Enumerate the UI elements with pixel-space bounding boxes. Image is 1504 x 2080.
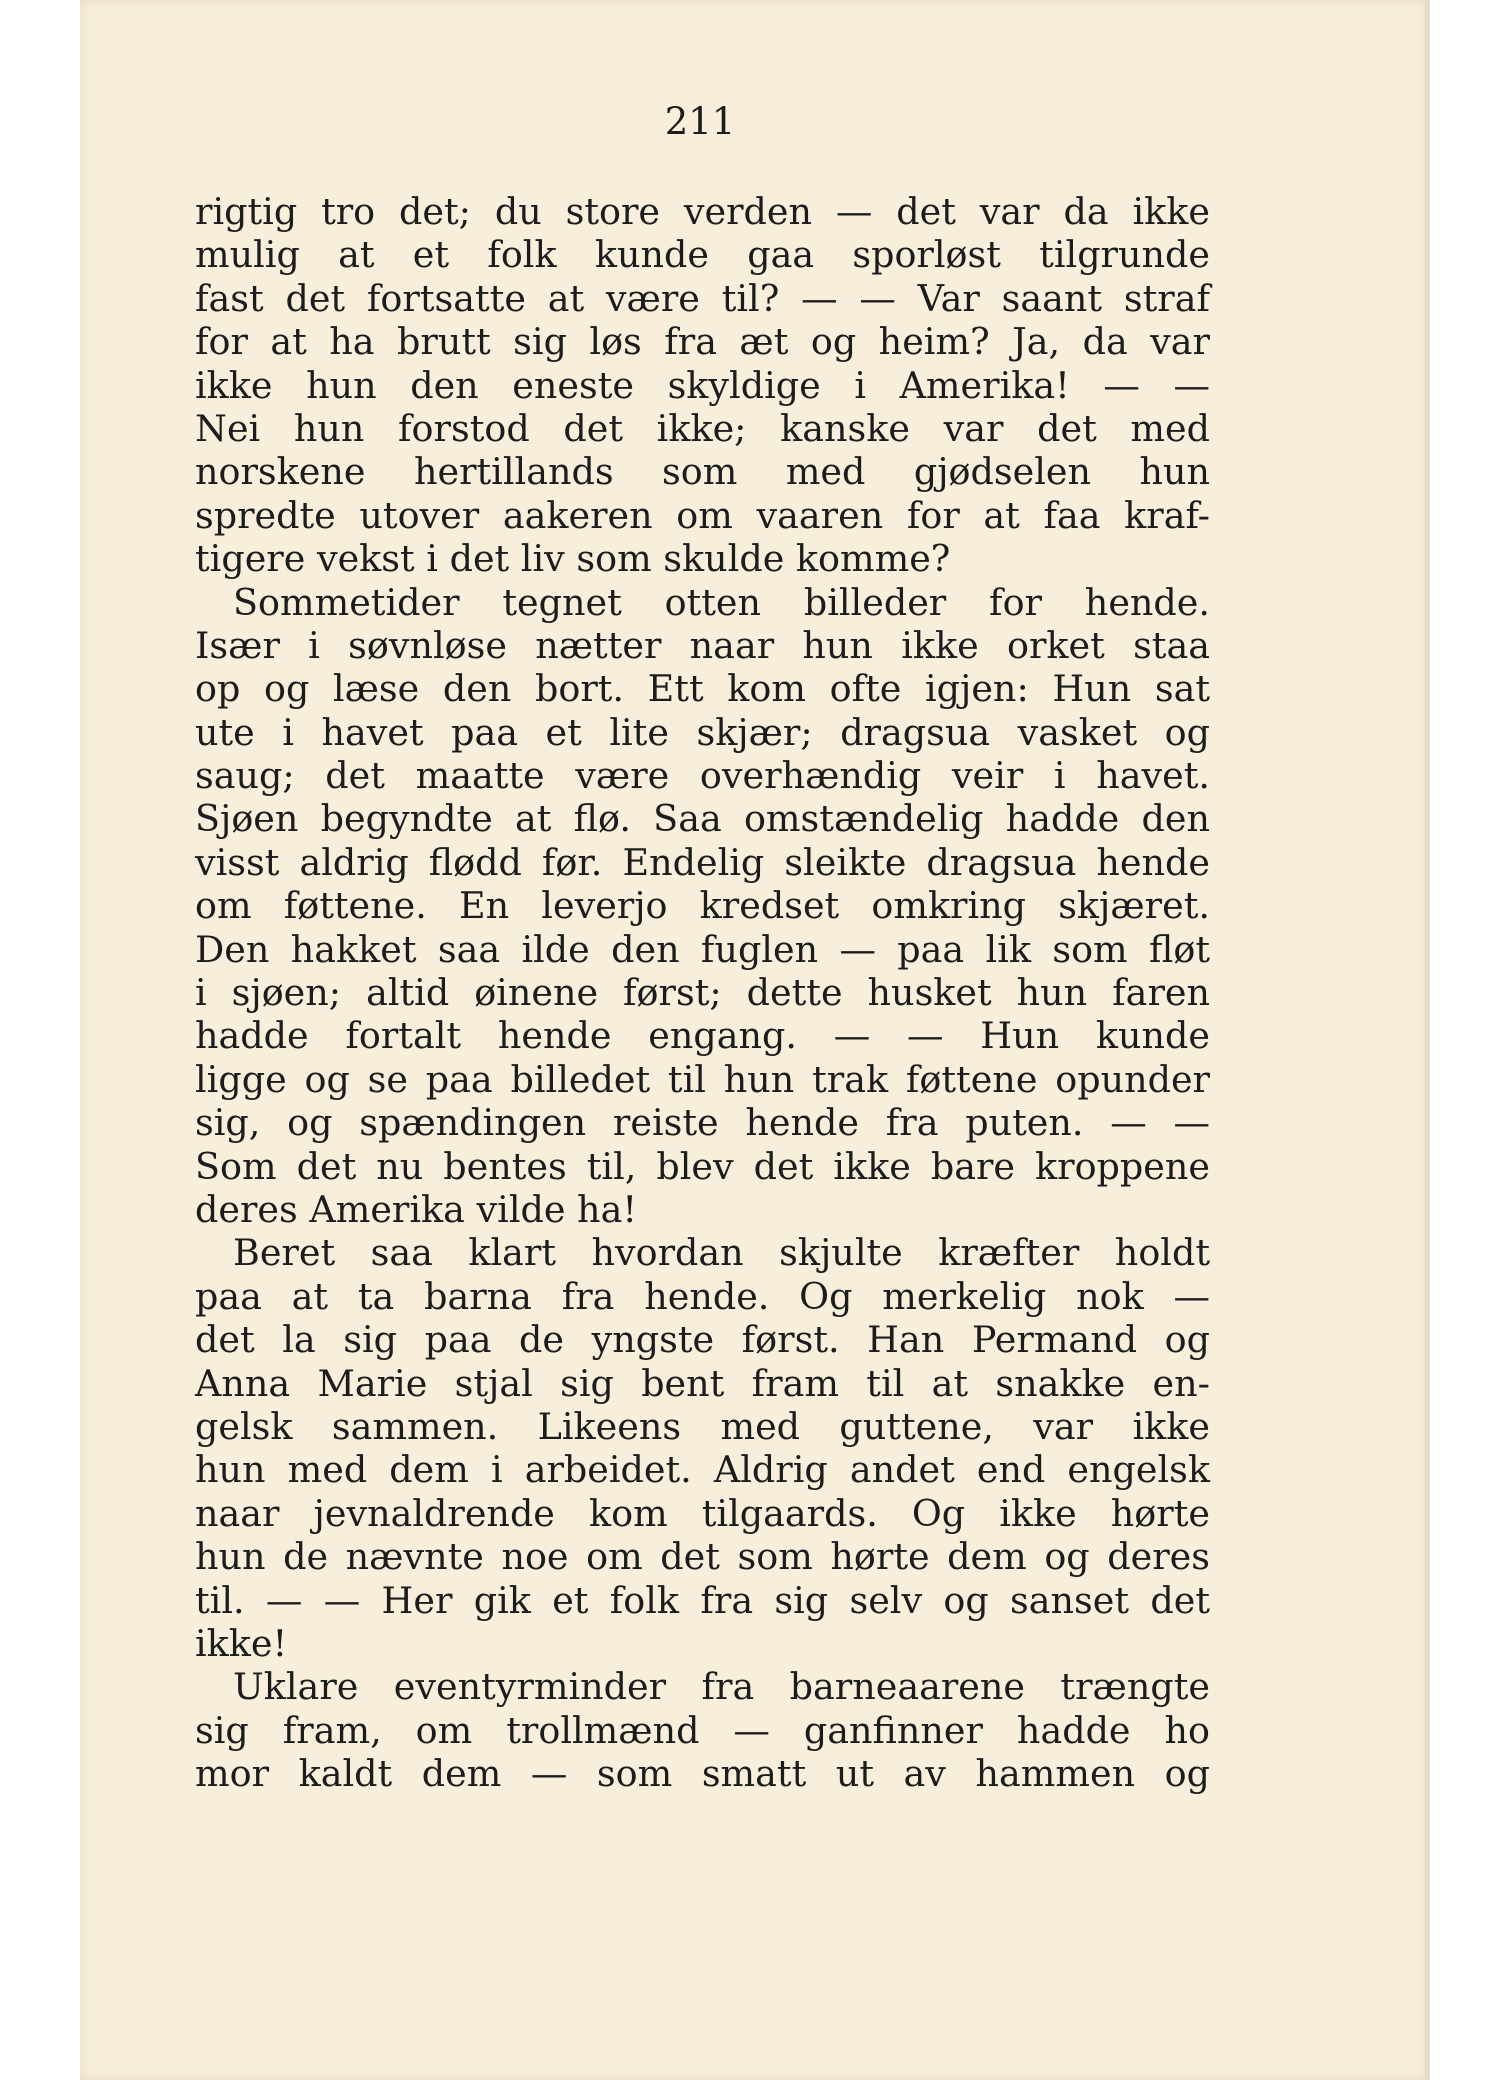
text-line: ikke! <box>195 1621 288 1665</box>
text-line: mor kaldt dem — som smatt ut av hammen og <box>195 1752 1210 1796</box>
text-line: saug; det maatte være overhændig veir i havet. <box>195 754 1210 798</box>
text-line: til. — — Her gik et folk fra sig selv og sanset det <box>195 1578 1210 1622</box>
text-line: ute i havet paa et lite skjær; dragsua vasket og <box>195 710 1210 754</box>
text-line: tigere vekst i det liv som skulde komme? <box>195 537 951 581</box>
text-line: mulig at et folk kunde gaa sporløst tilgrunde <box>195 233 1210 277</box>
text-line: ikke hun den eneste skyldige i Amerika! — — <box>195 363 1210 407</box>
paragraph-start: Uklare eventyrminder fra barneaarene trængte <box>233 1665 1210 1709</box>
text-line: det la sig paa de yngste først. Han Permand og <box>195 1318 1210 1362</box>
text-line: op og læse den bort. Ett kom ofte igjen: Hun sat <box>195 667 1210 711</box>
text-line: visst aldrig flødd før. Endelig sleikte dragsua hende <box>195 840 1210 884</box>
text-line: rigtig tro det; du store verden — det var da ikke <box>195 190 1210 233</box>
text-line: deres Amerika vilde ha! <box>195 1187 637 1231</box>
text-line: Især i søvnløse nætter naar hun ikke orket staa <box>195 623 1210 667</box>
text-line: Nei hun forstod det ikke; kanske var det med <box>195 406 1210 450</box>
text-line: Som det nu bentes til, blev det ikke bare kroppene <box>195 1144 1210 1188</box>
text-line: hadde fortalt hende engang. — — Hun kunde <box>195 1014 1210 1058</box>
text-line: gelsk sammen. Likeens med guttene, var ikke <box>195 1404 1210 1448</box>
text-line: ligge og se paa billedet til hun trak føttene opunder <box>195 1057 1210 1101</box>
text-line: Den hakket saa ilde den fuglen — paa lik som fløt <box>195 927 1210 971</box>
text-line: norskene hertillands som med gjødselen hun <box>195 450 1210 494</box>
body-text <box>195 190 1210 1795</box>
text-line: paa at ta barna fra hende. Og merkelig nok — <box>195 1274 1210 1318</box>
text-line: for at ha brutt sig løs fra æt og heim? Ja, da var <box>195 320 1210 364</box>
text-line: Sjøen begyndte at flø. Saa omstændelig hadde den <box>195 797 1210 841</box>
text-line: spredte utover aakeren om vaaren for at faa kraf- <box>195 493 1210 537</box>
text-line: fast det fortsatte at være til? — — Var saant straf <box>195 276 1210 320</box>
text-line: om føttene. En leverjo kredset omkring skjæret. <box>195 884 1210 928</box>
text-line: hun med dem i arbeidet. Aldrig andet end engelsk <box>195 1448 1210 1492</box>
paragraph-start: Sommetider tegnet otten billeder for hende. <box>233 580 1210 624</box>
text-line: i sjøen; altid øinene først; dette husket hun faren <box>195 971 1210 1015</box>
text-line: naar jevnaldrende kom tilgaards. Og ikke hørte <box>195 1491 1210 1535</box>
text-line: Anna Marie stjal sig bent fram til at snakke en- <box>195 1361 1210 1405</box>
text-line: hun de nævnte noe om det som hørte dem og deres <box>195 1535 1210 1579</box>
text-line: sig fram, om trollmænd — ganfinner hadde ho <box>195 1708 1210 1752</box>
paragraph-start: Beret saa klart hvordan skjulte kræfter holdt <box>233 1231 1210 1275</box>
text-line: sig, og spændingen reiste hende fra puten. — — <box>195 1101 1210 1145</box>
page-edge <box>1425 0 1429 2080</box>
page-number: 211 <box>664 100 736 143</box>
